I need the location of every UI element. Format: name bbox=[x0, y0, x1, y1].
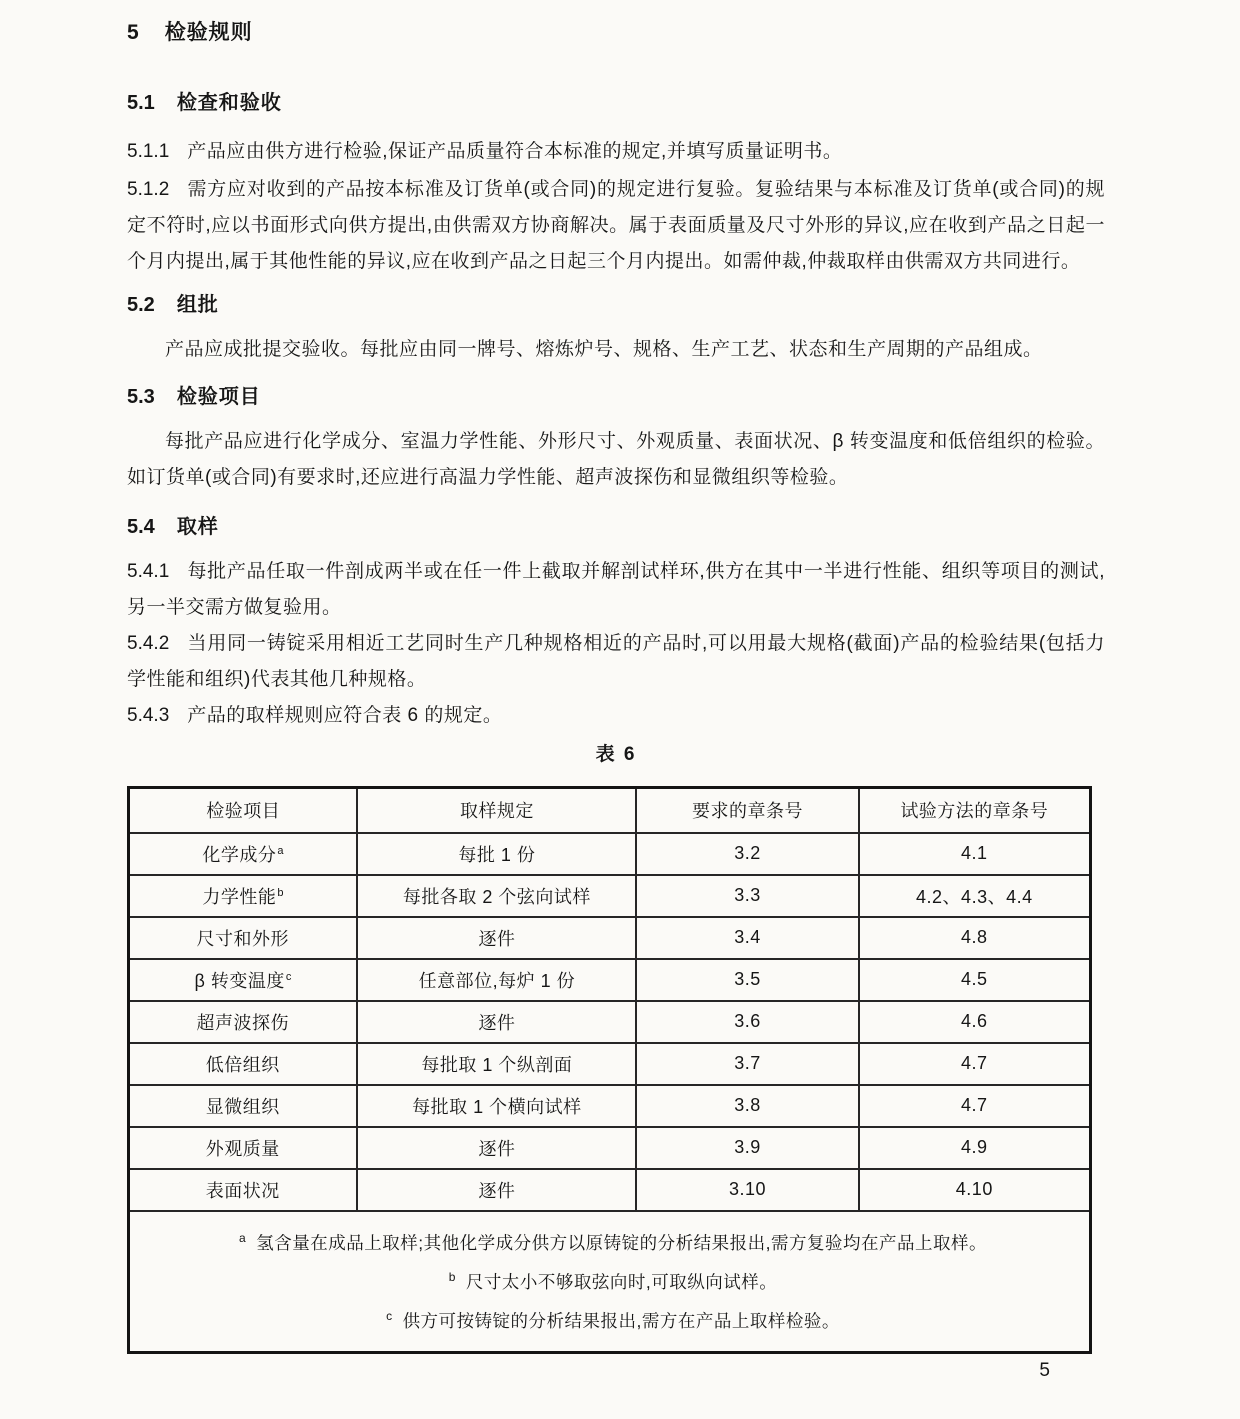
rule-cell: 每批各取 2 个弦向试样 bbox=[357, 875, 636, 917]
heading-title: 检验项目 bbox=[176, 386, 261, 408]
item-cell: 化学成分 bbox=[202, 844, 277, 865]
clause-number: 5.1.2 bbox=[127, 179, 170, 200]
heading-number: 5.4 bbox=[127, 516, 155, 538]
paragraph-5-4-2 bbox=[127, 626, 1105, 698]
req-cell: 3.10 bbox=[636, 1169, 858, 1211]
paragraph-5-4-1 bbox=[127, 554, 1105, 626]
paragraph-5-3-body bbox=[127, 424, 1105, 496]
footnote-marker: a bbox=[277, 844, 285, 857]
rule-cell: 逐件 bbox=[357, 917, 636, 959]
rule-cell: 逐件 bbox=[357, 1127, 636, 1169]
clause-text: 产品应由供方进行检验,保证产品质量符合本标准的规定,并填写质量证明书。 bbox=[187, 141, 843, 162]
item-cell: 外观质量 bbox=[205, 1138, 280, 1159]
clause-number: 5.4.2 bbox=[127, 633, 170, 654]
table-row bbox=[129, 1169, 1091, 1211]
method-cell: 4.10 bbox=[859, 1169, 1091, 1211]
table-footnote bbox=[154, 1263, 1071, 1302]
req-cell: 3.8 bbox=[636, 1085, 858, 1127]
clause-text: 需方应对收到的产品按本标准及订货单(或合同)的规定进行复验。复验结果与本标准及订货单(或合同)的规定不符时,应以书面形式向供方提出,由供需双方协商解决。属于表面质量及尺寸外形的异议,应在收到产品之日起一个月内提出,属于其他性能的异议,应在收到产品之日起三个月内提出。如需仲裁,仲裁取样由供需双方共同进行。 bbox=[127, 179, 1105, 272]
req-cell: 3.4 bbox=[636, 917, 858, 959]
rule-cell: 每批 1 份 bbox=[357, 833, 636, 875]
paragraph-5-4-3 bbox=[127, 698, 1105, 734]
method-cell: 4.2、4.3、4.4 bbox=[859, 875, 1091, 917]
method-cell: 4.5 bbox=[859, 959, 1091, 1001]
heading-title: 检查和验收 bbox=[176, 92, 282, 114]
heading-5-1 bbox=[127, 88, 1105, 118]
table-footnote bbox=[154, 1224, 1071, 1263]
clause-text: 当用同一铸锭采用相近工艺同时生产几种规格相近的产品时,可以用最大规格(截面)产品的检验结果(包括力学性能和组织)代表其他几种规格。 bbox=[127, 633, 1105, 690]
rule-cell: 逐件 bbox=[357, 1001, 636, 1043]
heading-number: 5.2 bbox=[127, 294, 155, 316]
col-header-method: 试验方法的章条号 bbox=[859, 788, 1091, 833]
clause-number: 5.1.1 bbox=[127, 141, 170, 162]
clause-text: 产品应成批提交验收。每批应由同一牌号、熔炼炉号、规格、生产工艺、状态和生产周期的产品组成。 bbox=[165, 339, 1043, 360]
rule-cell: 任意部位,每炉 1 份 bbox=[357, 959, 636, 1001]
footnote-marker: c bbox=[386, 1308, 393, 1323]
footnote-text: 供方可按铸锭的分析结果报出,需方在产品上取样检验。 bbox=[402, 1310, 840, 1331]
table-row bbox=[129, 917, 1091, 959]
table-caption: 表 6 bbox=[595, 744, 637, 765]
req-cell: 3.9 bbox=[636, 1127, 858, 1169]
req-cell: 3.6 bbox=[636, 1001, 858, 1043]
heading-title: 取样 bbox=[176, 516, 219, 538]
col-header-item: 检验项目 bbox=[129, 788, 358, 833]
item-cell: 表面状况 bbox=[205, 1180, 280, 1201]
table-footnotes-row bbox=[129, 1211, 1091, 1353]
method-cell: 4.7 bbox=[859, 1043, 1091, 1085]
clause-number: 5.4.1 bbox=[127, 561, 170, 582]
clause-text: 每批产品任取一件剖成两半或在任一件上截取并解剖试样环,供方在其中一半进行性能、组织等项目的测试,另一半交需方做复验用。 bbox=[127, 561, 1105, 618]
footnote-marker: a bbox=[239, 1230, 247, 1245]
table-row bbox=[129, 833, 1091, 875]
clause-number: 5.4.3 bbox=[127, 705, 170, 726]
table-header-row bbox=[129, 788, 1091, 833]
req-cell: 3.3 bbox=[636, 875, 858, 917]
req-cell: 3.2 bbox=[636, 833, 858, 875]
table-footnote bbox=[154, 1302, 1071, 1341]
heading-number: 5 bbox=[127, 21, 139, 44]
item-cell: 尺寸和外形 bbox=[196, 928, 289, 949]
method-cell: 4.8 bbox=[859, 917, 1091, 959]
heading-5-4 bbox=[127, 512, 1105, 542]
item-cell: 显微组织 bbox=[205, 1096, 280, 1117]
method-cell: 4.1 bbox=[859, 833, 1091, 875]
heading-number: 5.1 bbox=[127, 92, 155, 114]
item-cell: 低倍组织 bbox=[205, 1054, 280, 1075]
table-row bbox=[129, 1085, 1091, 1127]
paragraph-5-2-body bbox=[127, 332, 1105, 368]
footnote-text: 氢含量在成品上取样;其他化学成分供方以原铸锭的分析结果报出,需方复验均在产品上取样。 bbox=[256, 1232, 987, 1253]
footnote-marker: b bbox=[448, 1269, 456, 1284]
item-cell: 力学性能 bbox=[202, 886, 277, 907]
heading-5-2 bbox=[127, 290, 1105, 320]
footnote-marker: c bbox=[285, 970, 292, 983]
footnote-text: 尺寸太小不够取弦向时,可取纵向试样。 bbox=[465, 1271, 778, 1292]
paragraph-5-1-1 bbox=[127, 134, 1105, 170]
rule-cell: 逐件 bbox=[357, 1169, 636, 1211]
footnote-marker: b bbox=[277, 886, 285, 899]
page-number: 5 bbox=[1039, 1359, 1050, 1381]
heading-title: 检验规则 bbox=[164, 21, 253, 44]
heading-chapter-5 bbox=[127, 18, 1105, 48]
heading-number: 5.3 bbox=[127, 386, 155, 408]
method-cell: 4.6 bbox=[859, 1001, 1091, 1043]
table-row bbox=[129, 1127, 1091, 1169]
table-row bbox=[129, 959, 1091, 1001]
table-row bbox=[129, 875, 1091, 917]
heading-5-3 bbox=[127, 382, 1105, 412]
rule-cell: 每批取 1 个横向试样 bbox=[357, 1085, 636, 1127]
req-cell: 3.7 bbox=[636, 1043, 858, 1085]
item-cell: 超声波探伤 bbox=[196, 1012, 289, 1033]
rule-cell: 每批取 1 个纵剖面 bbox=[357, 1043, 636, 1085]
sampling-rules-table bbox=[127, 786, 1092, 1354]
paragraph-5-1-2 bbox=[127, 172, 1105, 280]
table-row bbox=[129, 1001, 1091, 1043]
clause-text: 产品的取样规则应符合表 6 的规定。 bbox=[187, 705, 503, 726]
clause-text: 每批产品应进行化学成分、室温力学性能、外形尺寸、外观质量、表面状况、β 转变温度和低倍组织的检验。如订货单(或合同)有要求时,还应进行高温力学性能、超声波探伤和显微组织等检验。 bbox=[127, 431, 1105, 488]
col-header-rule: 取样规定 bbox=[357, 788, 636, 833]
table-row bbox=[129, 1043, 1091, 1085]
col-header-req: 要求的章条号 bbox=[636, 788, 858, 833]
req-cell: 3.5 bbox=[636, 959, 858, 1001]
method-cell: 4.7 bbox=[859, 1085, 1091, 1127]
method-cell: 4.9 bbox=[859, 1127, 1091, 1169]
heading-title: 组批 bbox=[176, 294, 219, 316]
item-cell: β 转变温度 bbox=[194, 970, 285, 991]
